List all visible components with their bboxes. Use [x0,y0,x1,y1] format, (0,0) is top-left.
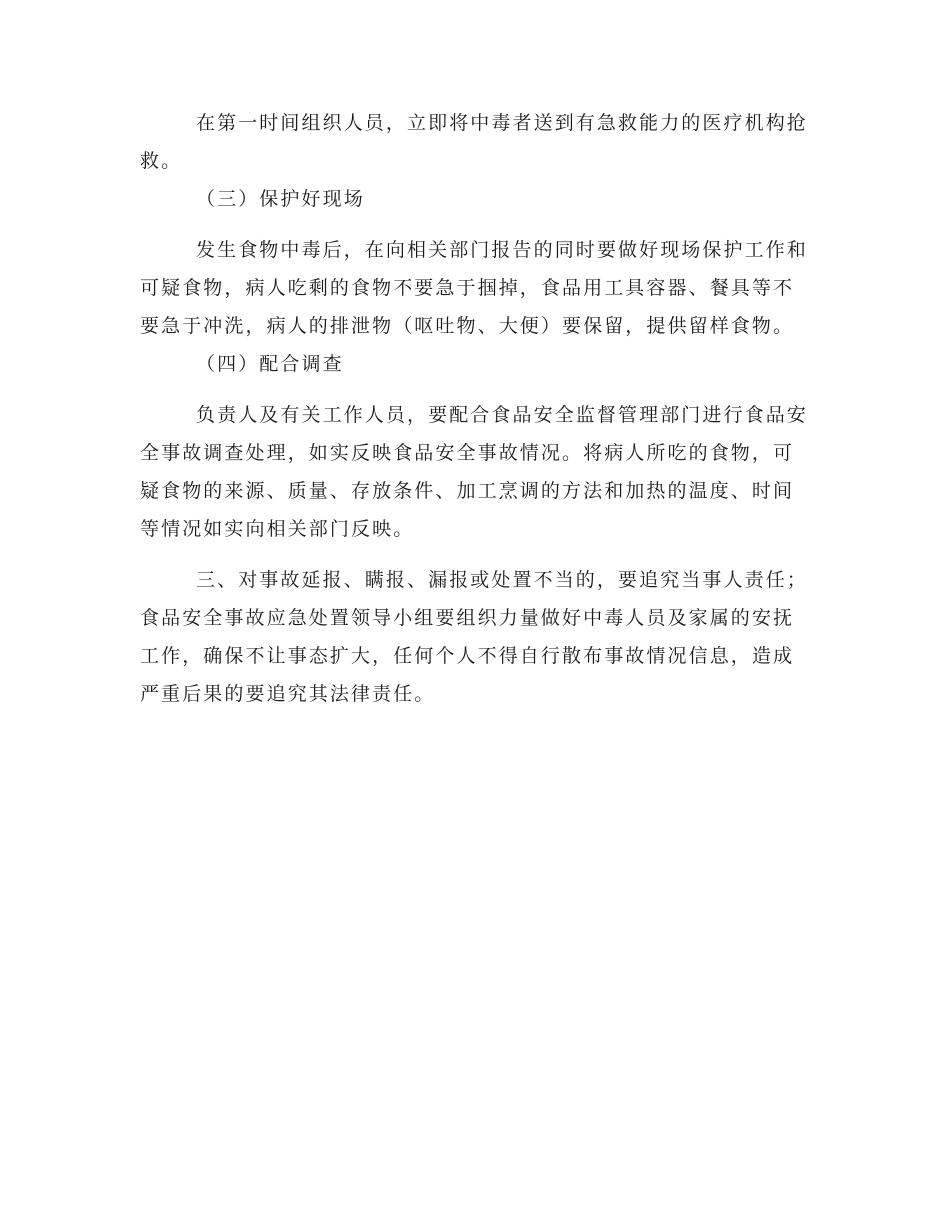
heading-cooperate-investigation: （四）配合调查 [196,353,344,375]
heading-protect-scene: （三）保护好现场 [196,188,365,210]
paragraph-protect-scene: 发生食物中毒后，在向相关部门报告的同时要做好现场保护工作和可疑食物，病人吃剩的食物不要急于掴掉，食品用工具容器、餐具等不要急于冲洗，病人的排泄物（呕吐物、大便）要保留，提供留样食物。 [140,239,808,337]
paragraph-cooperate-investigation: 负责人及有关工作人员，要配合食品安全监督管理部门进行食品安全事故调查处理，如实反映食品安全事故情况。将病人所吃的食物，可疑食物的来源、质量、存放条件、加工烹调的方法和加热的温度、时间等情况如实向相关部门反映。 [140,404,808,540]
document-body [140,104,810,713]
paragraph-emergency-rescue: 在第一时间组织人员，立即将中毒者送到有急救能力的医疗机构抢救。 [140,112,808,172]
paragraph-accountability: 三、对事故延报、瞒报、漏报或处置不当的，要追究当事人责任；食品安全事故应急处置领导小组要组织力量做好中毒人员及家属的安抚工作，确保不让事态扩大，任何个人不得自行散布事故情况信息，造成严重后果的要追究其法律责任。 [140,569,808,705]
